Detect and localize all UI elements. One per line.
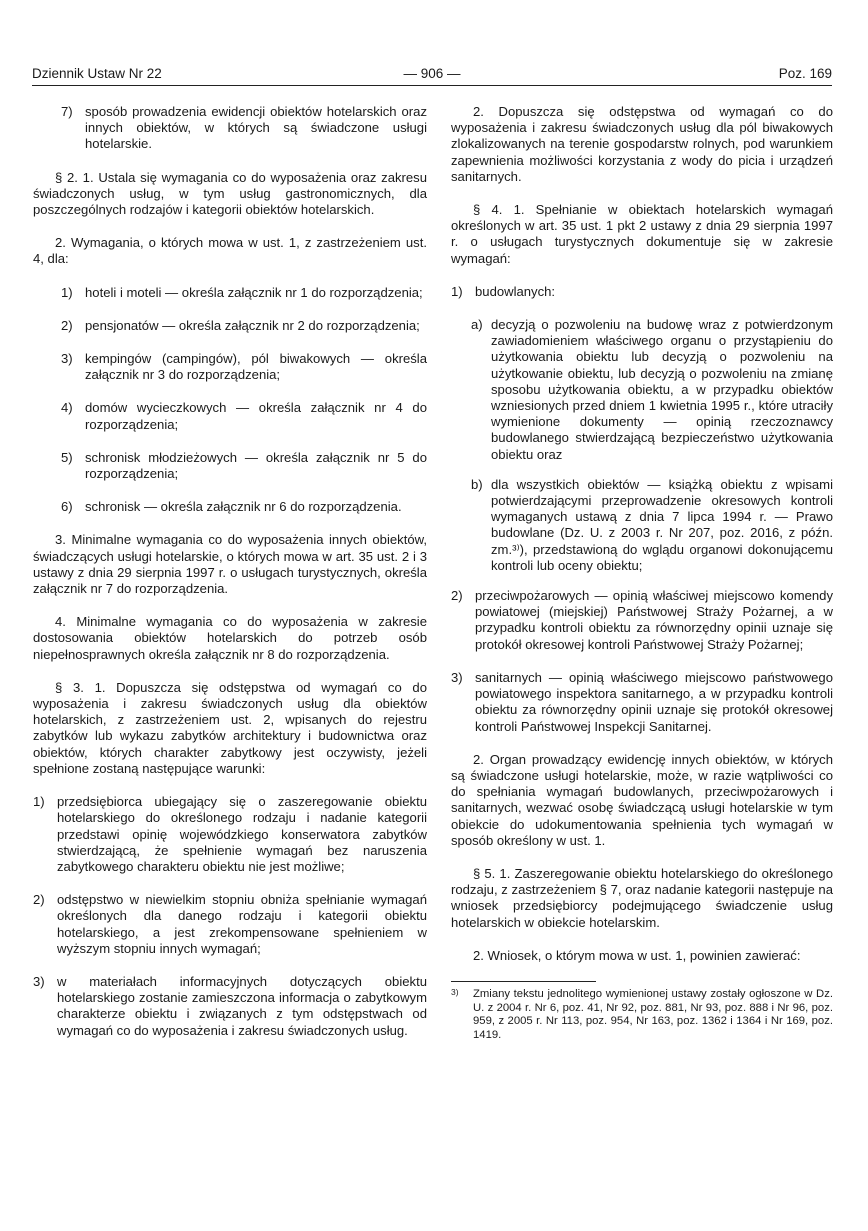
list-item-text: schronisk młodzieżowych — określa załącznik nr 5 do rozporządzenia;	[85, 449, 427, 482]
list-item-number: 3)	[33, 973, 45, 989]
list-item-number: 1)	[451, 283, 463, 299]
list-item-number: 1)	[61, 284, 73, 300]
list-item-text: dla wszystkich obiektów — książką obiektu z wpisami potwierdzającymi przeprowadzenie okresowych kontroli wymaganych ustawą z dnia 7 lipca 1994 r. — Prawo budowlane (Dz. U. z 2003 r. Nr 207, poz. 2016, z późn. zm.³⁾), przedstawioną do wglądu organowi dokonującemu kontroli lub oceny obiektu;	[491, 476, 833, 573]
list-item-number: 1)	[33, 794, 45, 810]
sub-list-item	[451, 477, 833, 574]
list-item-text: sposób prowadzenia ewidencji obiektów hotelarskich oraz innych obiektów, w których są świadczone usługi hotelarskie.	[85, 104, 427, 152]
list-item-number: 3)	[61, 351, 73, 367]
left-column	[33, 104, 427, 1056]
list-item-text: budowlanych:	[475, 283, 556, 299]
paragraph: § 2. 1. Ustala się wymagania co do wyposażenia oraz zakresu świadczonych usług, w tym usług gastronomicznych, dla poszczególnych rodzajów i kategorii obiektów hotelarskich.	[33, 169, 427, 218]
footnote	[451, 988, 833, 1042]
list-item	[33, 892, 427, 957]
paragraph: § 5. 1. Zaszeregowanie obiektu hotelarskiego do określonego rodzaju, z zastrzeżeniem § 7, oraz nadanie kategorii następuje na wniosek przedsiębiorcy podejmującego świadczenie usług hotelarskich w obiekcie hotelarskim.	[451, 865, 833, 930]
list-item-number: 5)	[61, 449, 73, 465]
list-item-number: 7)	[61, 104, 73, 119]
list-item	[33, 351, 427, 383]
list-item	[451, 670, 833, 735]
list-item-text: odstępstwo w niewielkim stopniu obniża spełnianie wymagań określonych dla danego rodzaju i kategorii obiektu hotelarskiego, a jest zrekompensowane spełnieniem w wyższym stopniu innych wymagań;	[57, 892, 427, 956]
list-item-text: pensjonatów — określa załącznik nr 2 do rozporządzenia;	[85, 317, 420, 333]
list-item-text: hoteli i moteli — określa załącznik nr 1 do rozporządzenia;	[85, 284, 423, 300]
list-item-number: 2)	[33, 892, 45, 908]
list-item	[33, 499, 427, 515]
list-item-number: 4)	[61, 400, 73, 416]
list-item	[451, 588, 833, 653]
position-number: Poz. 169	[778, 66, 832, 81]
page-number: — 906 —	[403, 66, 461, 81]
paragraph: 2. Wymagania, o których mowa w ust. 1, z zastrzeżeniem ust. 4, dla:	[33, 235, 427, 267]
journal-title: Dziennik Ustaw Nr 22	[32, 66, 162, 81]
paragraph: 4. Minimalne wymagania co do wyposażenia w zakresie dostosowania obiektów hotelarskich do potrzeb osób niepełnosprawnych określa załącznik nr 8 do rozporządzenia.	[33, 614, 427, 662]
list-item-text: przedsiębiorca ubiegający się o zaszeregowanie obiektu hotelarskiego do określonego rodzaju i nadanie kategorii przedstawi opinię wojewódzkiego konserwatora zabytków stwierdzającą, że spełnienie wymagań bez naruszenia zabytkowego charakteru obiektu nie jest możliwe;	[57, 794, 427, 874]
list-item-number: 2)	[61, 317, 73, 333]
paragraph: § 4. 1. Spełnianie w obiektach hotelarskich wymagań określonych w art. 35 ust. 1 pkt 2 ustawy z dnia 29 sierpnia 1997 r. o usługach turystycznych dokumentuje się w zakresie wymagań:	[451, 202, 833, 266]
right-column	[451, 104, 833, 1042]
list-item-number: a)	[471, 317, 483, 333]
header-rule	[32, 85, 832, 86]
paragraph: 2. Organ prowadzący ewidencję innych obiektów, w których są świadczone usługi hotelarskie, może, w razie wątpliwości co do spełniania wymagań budowlanych, przeciwpożarowych i sanitarnych, wezwać osobę świadczącą usługi hotelarskie w tym obiekcie do udokumentowania spełnienia tych wymagań w sposób określony w ust. 1.	[451, 751, 833, 848]
list-item	[33, 400, 427, 432]
list-item-text: w materiałach informacyjnych dotyczących obiektu hotelarskiego zostanie zamieszczona informacja o zabytkowym charakterze obiektu i związanych z tym odstępstwach od wymagań co do wyposażenia i zakresu świadczonych usług.	[57, 973, 427, 1038]
list-item	[33, 318, 427, 334]
list-item-text: schronisk — określa załącznik nr 6 do rozporządzenia.	[85, 499, 402, 515]
list-item	[33, 285, 427, 301]
list-item-text: kempingów (campingów), pól biwakowych — określa załącznik nr 3 do rozporządzenia;	[85, 351, 427, 383]
paragraph: § 3. 1. Dopuszcza się odstępstwa od wymagań co do wyposażenia i zakresu świadczonych usług dla obiektów hotelarskich, z zastrzeżeniem ust. 2, wpisanych do rejestru zabytków lub wykazu zabytków architektury i budownictwa oraz obiektów, których charakter zabytkowy jest oczywisty, jeżeli spełnione zostaną następujące warunki:	[33, 679, 427, 776]
list-item	[33, 104, 427, 153]
list-item-text: decyzją o pozwoleniu na budowę wraz z potwierdzonym zawiadomieniem właściwego organu o przystąpieniu do użytkowania obiektu lub decyzją o pozwoleniu na użytkowanie obiektu, lub decyzją o pozwoleniu na zmianę sposobu użytkowania obiektu, a w przypadku obiektów wzniesionych przed dniem 1 kwietnia 1995 r., które utraciły wymienione dokumenty — opinią rzeczoznawcy budowlanego stwierdzającą bezpieczeństwo użytkowania obiektu oraz	[491, 317, 833, 462]
list-item	[33, 450, 427, 482]
paragraph: 2. Wniosek, o którym mowa w ust. 1, powinien zawierać:	[473, 947, 801, 963]
list-item-text: sanitarnych — opinią właściwego miejscowo państwowego powiatowego inspektora sanitarnego, a w przypadku kontroli obiektu za równorzędny opinii uznaje się protokół okresowej kontroli Państwowej Inspekcji Sanitarnej.	[475, 669, 833, 734]
list-item-number: 6)	[61, 499, 73, 515]
list-item-number: b)	[471, 476, 483, 492]
footnote-text: Zmiany tekstu jednolitego wymienionej ustawy zostały ogłoszone w Dz. U. z 2004 r. Nr 6, poz. 41, Nr 92, poz. 881, Nr 93, poz. 888 i Nr 96, poz. 959, z 2005 r. Nr 113, poz. 954, Nr 163, poz. 1362 i 1364 i Nr 169, poz. 1419.	[473, 987, 833, 1041]
sub-list-item	[451, 317, 833, 463]
list-item-text: przeciwpożarowych — opinią właściwej miejscowo komendy powiatowej (miejskiej) Państwowej Straży Pożarnej, a w przypadku kontroli obiektu za równorzędny opinii uznaje się protokół okresowej kontroli Państwowej Straży Pożarnej;	[475, 588, 833, 652]
paragraph: 3. Minimalne wymagania co do wyposażenia innych obiektów, świadczących usługi hotelarskie, o których mowa w art. 35 ust. 2 i 3 ustawy z dnia 29 sierpnia 1997 r. o usługach turystycznych, określa załącznik nr 7 do rozporządzenia.	[33, 532, 427, 597]
list-item	[451, 284, 833, 300]
list-item-number: 2)	[451, 588, 463, 604]
list-item	[33, 974, 427, 1039]
footnote-rule	[451, 981, 596, 982]
paragraph: 2. Dopuszcza się odstępstwa od wymagań co do wyposażenia i zakresu świadczonych usług dla pól biwakowych zlokalizowanych na terenie gospodarstw rolnych, pod warunkiem zapewnienia możliwości korzystania z wody do picia i urządzeń sanitarnych.	[451, 104, 833, 184]
list-item-text: domów wycieczkowych — określa załącznik nr 4 do rozporządzenia;	[85, 400, 427, 432]
list-item-number: 3)	[451, 669, 463, 685]
page-header	[32, 66, 832, 86]
footnote-number: 3)	[451, 986, 459, 997]
list-item	[33, 794, 427, 875]
